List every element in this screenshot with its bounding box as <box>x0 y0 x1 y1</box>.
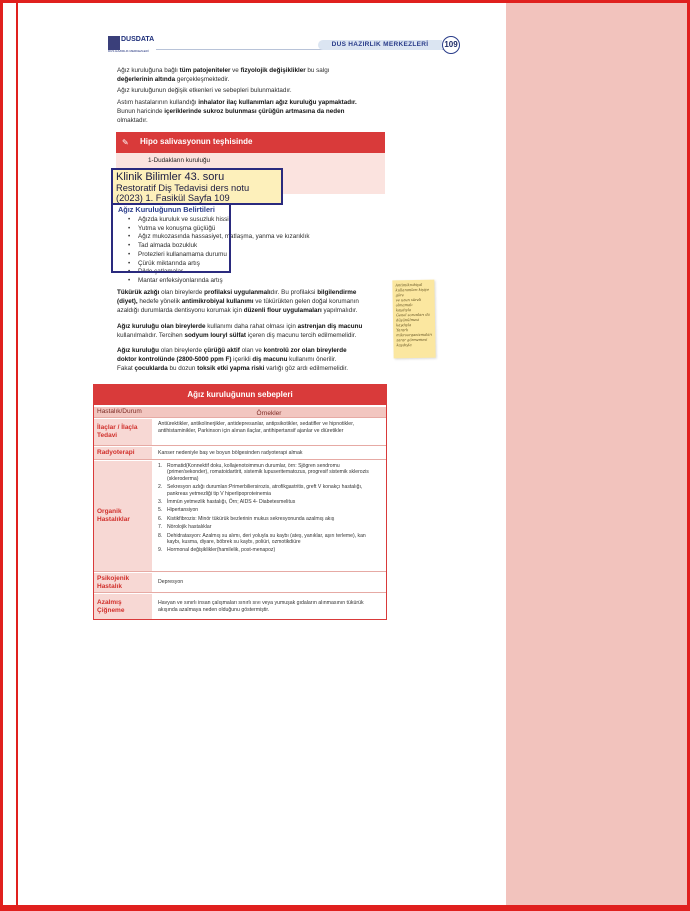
page-header <box>96 36 466 56</box>
sticky-line: ve uzun süreli olmamalı <box>395 297 422 308</box>
annotation-line-1: Klinik Bilimler 43. soru <box>116 171 225 183</box>
table-row <box>94 447 386 460</box>
body-paragraph-2: Ağız kuruluğu olan bireylerde kullanımı daha rahat olması için astrenjan diş macunu kullanılmalıdır. Tercihen sodyum louryl sülfat içeren diş macunu tercih edilmemelidir. <box>117 323 363 340</box>
table-row-label: Azalmış Çiğneme <box>94 594 152 619</box>
list-item: • Protezleri kullanamama durumu <box>128 251 309 260</box>
list-item: 9. Hormonal değişiklikler(hamilelik, post-menapoz) <box>158 547 276 554</box>
annotation-line-3: (2023) 1. Fasikül Sayfa 109 <box>116 193 230 204</box>
list-item: • Çürük miktarında artış <box>128 260 309 269</box>
body-paragraph-3: Ağız kuruluğu olan bireylerde çürüğü aktif olan ve kontrolü zor olan bireylerde doktor kontrolünde (2800-5000 ppm F) içerikli diş macunu kullanımı önerilir. Fakat çocuklarda bu dozun toksik etki yapma riski varlığı göz ardı edilmemelidir. <box>117 347 349 373</box>
list-item: 1. Romatid(Konnektif doku, kollajenotoimmun durumlar, örn: Sjögren sendromu (primer/sekonder), romatoidartirit, sistemik lupuseritematozus, progresif sistemik sklerozis (skleroderma) <box>158 463 369 482</box>
table-row-label: İlaçlar / İlaçla Tedavi <box>94 419 152 445</box>
hipo-item: 1-Dudakların kuruluğu <box>148 157 210 164</box>
table-header-row <box>94 407 386 418</box>
table-row <box>94 461 386 572</box>
table-cell <box>154 461 384 571</box>
sticky-line: zarar görmemesi <box>396 337 428 343</box>
logo-subtitle: DUS HAZIRLIK MERKEZLERİ <box>108 49 149 53</box>
table-cell: Havyan ve sınırlı insan çalışmaları sınırlı sıvı veya yumuşak gıdaların alınmasının tükürük akışında azalmaya neden olduğunu göstermiştir. <box>158 599 364 613</box>
annotation-highlight-box <box>111 203 231 273</box>
sticky-line: Antimikrobiyal <box>395 282 423 288</box>
sticky-line: kaydıyla <box>396 343 412 348</box>
hipo-box-title: Hipo salivasyonun teşhisinde <box>140 137 253 146</box>
table-cell: Antiürektikler, antikolinerjikler, antidepresanlar, antipsikotikler, sedatifler ve hipnotikler, antihistaminikler, Parkinson için alınan ilaçlar, antihipertansif ajanlar ve diüretikler <box>158 421 355 434</box>
list-item: 3. İmmün yetmezlik hastalığı, Örn; AIDS 4- Diabetesmelitus <box>158 499 296 506</box>
list-item: 2. Sekresyon azlığı durumları:Primerbiliersirozis, atrofikgastritis, greft V konakçı hastalığı, pankreas yetmezliği tip V hiperlipoproteinemia <box>158 484 363 497</box>
table-row <box>94 594 386 619</box>
organik-list <box>158 463 380 554</box>
sticky-note <box>392 280 435 359</box>
intro-paragraph-1: Ağız kuruluğuna bağlı tüm patojeniteler ve fizyolojik değişiklikler bu salgı değerlerinin altında gerçekleşmektedir. <box>117 67 330 84</box>
sticky-line: düşünülmesi kaydıyla <box>395 317 420 328</box>
annotation-label <box>111 168 283 205</box>
section-title: DUS HAZIRLIK MERKEZLERİ <box>318 40 442 50</box>
sticky-line: mikroorganizmaları <box>396 332 433 338</box>
symptoms-title: Ağız Kuruluğunun Belirtileri <box>118 205 215 214</box>
sticky-line: Genel sorunları da <box>395 312 430 318</box>
list-item: 8. Dehidratasyon: Azalmış su alımı, deri yoluyla su kaybı (ateş, yanıklar, aşırı terleme), kan kaybı, kusma, diyare, böbrek su kaybı, poliüri, ozmotikdiüre <box>158 532 366 546</box>
hipo-box-header <box>116 132 385 153</box>
body-paragraph-1: Tükürük azlığı olan bireylerde profilaksi uygulanmalıdır. Bu profilaksi bilgilendirme (diyet), hedefe yönelik antimikrobiyal kullanımı ve tükürükten gelen doğal korumanın azaldığı durumlarda dentisyonu korumak için düzenli flour uygulamaları yapılmalıdır. <box>117 289 359 315</box>
list-item: • Ağızda kuruluk ve susuzluk hissi <box>128 216 309 225</box>
list-item: 6. Kistikfibrozis: Minör tükürük bezlerinin mukus sekresyonunda azalmış akış <box>158 515 335 522</box>
list-item: • Dilde çatlamalar <box>128 268 309 277</box>
table-row-label: Psikojenik Hastalık <box>94 573 152 592</box>
viewer-divider <box>16 3 18 905</box>
list-item: • Ağız mukozasında hassasiyet, matlaşma, yanma ve kızarıklık <box>128 233 309 242</box>
table-title: Ağız kuruluğunun sebepleri <box>94 385 386 405</box>
list-item: 7. Nörolojik hastalıklar <box>158 524 212 531</box>
list-item: 5. Hipertansiyon <box>158 507 199 514</box>
sticky-line: kullanımları kişiye göre <box>395 287 430 298</box>
list-item: • Mantar enfeksiyonlarında artış <box>128 277 309 286</box>
logo-mark-icon <box>108 36 120 50</box>
table-header-cell: Örnekler <box>256 410 282 417</box>
table-row <box>94 573 386 593</box>
table-cell: Kanser nedeniyle baş ve boyun bölgesinden radyoterapi almak <box>158 449 303 456</box>
page-number: 109 <box>442 36 460 54</box>
bottom-bar <box>0 905 690 911</box>
table-header-cell: Hastalık/Durum <box>94 407 152 417</box>
logo-text: DUSDATA <box>121 36 155 43</box>
sticky-line: Yararlı <box>396 328 409 333</box>
table-row <box>94 419 386 446</box>
table-row-label: Organik Hastalıklar <box>94 461 152 571</box>
logo <box>108 36 155 54</box>
table-row-label: Radyoterapi <box>94 447 152 459</box>
intro-paragraph-2: Ağız kuruluğunun değişik etkenleri ve sebepleri bulunmaktadır. <box>117 87 292 94</box>
list-item: • Yutma ve konuşma güçlüğü <box>128 225 309 234</box>
sticky-line: kaydıyla <box>395 308 412 313</box>
causes-table <box>93 384 387 620</box>
pencil-icon: ✎ <box>122 138 129 147</box>
list-item: • Tad almada bozukluk <box>128 242 309 251</box>
annotation-line-2: Restoratif Diş Tedavisi ders notu <box>116 183 250 193</box>
table-cell: Depresyon <box>158 579 184 586</box>
intro-paragraph-3: Astım hastalarının kullandığı inhalator ilaç kullanımları ağız kuruluğu yapmaktadır. Bunun haricinde içeriklerinde sukroz bulunması çürüğün artmasına da neden olmaktadır. <box>117 99 357 125</box>
